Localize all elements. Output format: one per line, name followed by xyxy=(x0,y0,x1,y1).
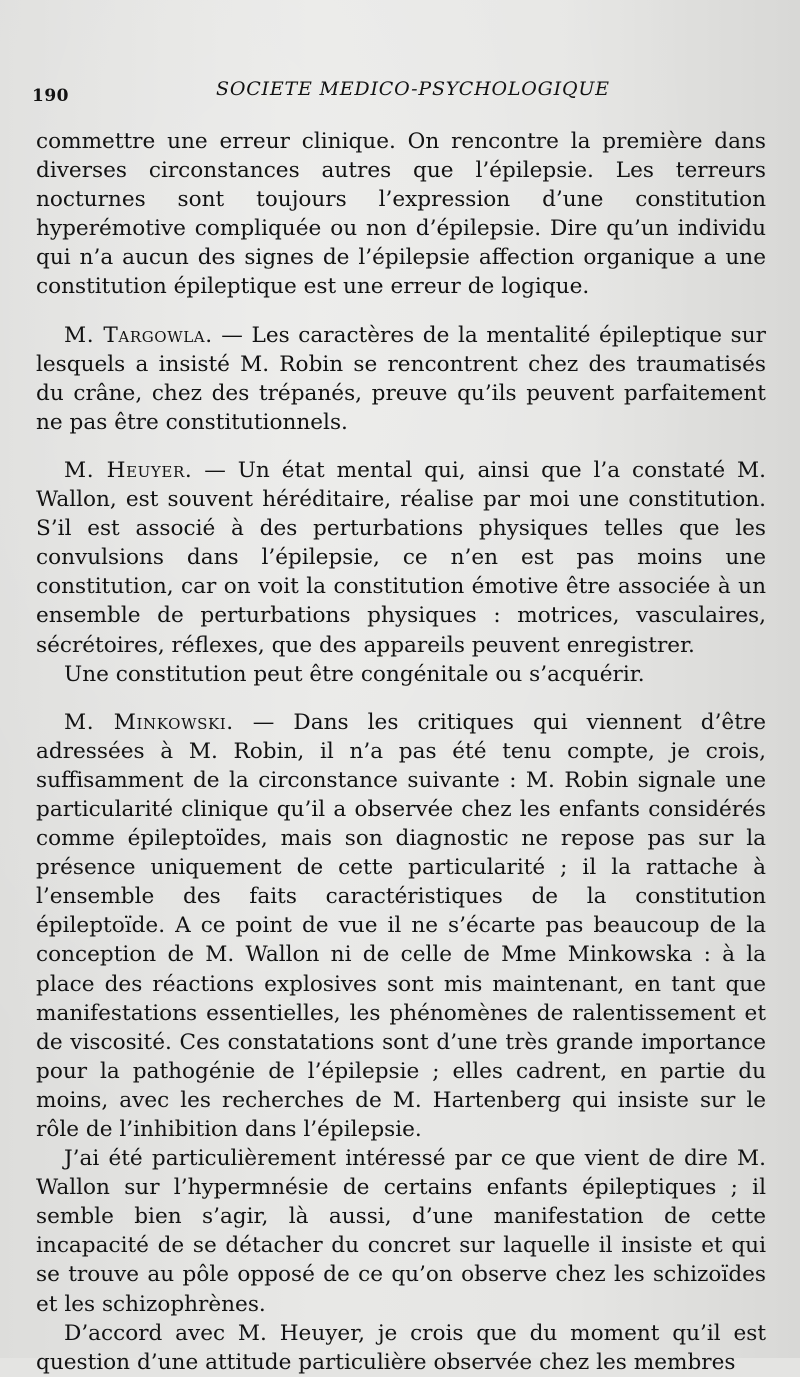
running-title: SOCIETE MEDICO-PSYCHOLOGIQUE xyxy=(216,78,610,100)
speaker-name: M. Targowla. xyxy=(64,322,213,348)
paragraph-heuyer xyxy=(36,456,766,660)
speaker-name: M. Heuyer. xyxy=(64,457,193,483)
paragraph-text: — Dans les critiques qui viennent d’être adressées à M. Robin, il n’a pas été tenu compte, je crois, suffisamment de la circonstance suivante : M. Robin signale une particularité clinique qu’il a observée chez les enfants considérés comme épileptoïdes, mais son diagnostic ne repose pas sur la présence uniquement de cette particularité ; il la rattache à l’ensemble des faits caractéristiques de la constitution épileptoïde. A ce point de vue il ne s’écarte pas beaucoup de la conception de M. Wallon ni de celle de Mme Minkowska : à la place des réactions explosives sont mis maintenant, en tant que manifestations essentielles, les phénomènes de ralentissement et de viscosité. Ces constatations sont d’une très grande importance pour la pathogénie de l’épilepsie ; elles cadrent, en partie du moins, avec les recherches de M. Hartenberg qui insiste sur le rôle de l’inhibition dans l’épilepsie. xyxy=(36,709,766,1142)
paragraph-text: — Un état mental qui, ainsi que l’a constaté M. Wallon, est souvent héréditaire, réalise par moi une constitution. S’il est associé à des perturbations physiques telles que les convulsions dans l’épilepsie, ce n’en est pas moins une constitution, car on voit la constitution émotive être associée à un ensemble de perturbations physiques : motrices, vasculaires, sécrétoires, réflexes, que des appareils peuvent enregistrer. xyxy=(36,457,766,658)
paragraph-continuation xyxy=(36,127,766,302)
paragraph-minkowski-3 xyxy=(36,1319,766,1377)
paragraph-heuyer-cont xyxy=(36,660,766,689)
speaker-name: M. Minkowski. xyxy=(64,709,234,735)
paragraph-text: Une constitution peut être congénitale ou s’acquérir. xyxy=(64,661,645,687)
paragraph-minkowski xyxy=(36,708,766,1144)
paragraph-text: — Les caractères de la mentalité épileptique sur lesquels a insisté M. Robin se rencontrent chez des traumatisés du crâne, chez des trépanés, preuve qu’ils peuvent parfaitement ne pas être constitutionnels. xyxy=(36,322,766,435)
body-text xyxy=(36,127,766,1377)
page-number: 190 xyxy=(32,86,69,106)
paragraph-text: D’accord avec M. Heuyer, je crois que du moment qu’il est question d’une attitude particulière observée chez les membres xyxy=(36,1320,766,1375)
paragraph-minkowski-2 xyxy=(36,1144,766,1319)
paragraph-text: commettre une erreur clinique. On rencontre la première dans diverses circonstances autres que l’épilepsie. Les terreurs nocturnes sont toujours l’expression d’une constitution hyperémotive compliquée ou non d’épilepsie. Dire qu’un individu qui n’a aucun des signes de l’épilepsie affection organique a une constitution épileptique est une erreur de logique. xyxy=(36,129,766,300)
paragraph-targowla xyxy=(36,321,766,437)
page-header xyxy=(32,74,762,114)
paragraph-text: J’ai été particulièrement intéressé par ce que vient de dire M. Wallon sur l’hypermnésie de certains enfants épileptiques ; il semble bien s’agir, là aussi, d’une manifestation de cette incapacité de se détacher du concret sur laquelle il insiste et qui se trouve au pôle opposé de ce qu’on observe chez les schizoïdes et les schizophrènes. xyxy=(36,1146,766,1317)
